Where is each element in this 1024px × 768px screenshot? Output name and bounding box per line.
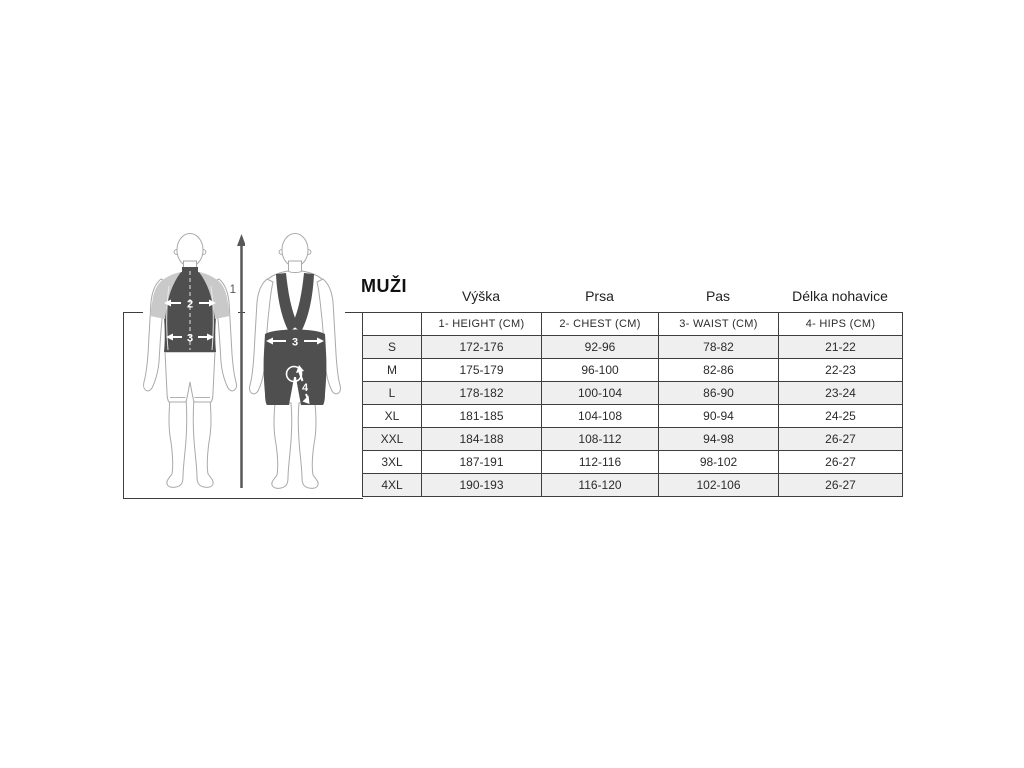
height-label: 1: [229, 284, 236, 296]
figures-illustration: [115, 222, 365, 502]
size-cell: S: [363, 336, 422, 359]
value-cell: 82-86: [659, 359, 779, 382]
page-title: MUŽI: [361, 276, 407, 296]
value-cell: 24-25: [779, 405, 903, 428]
neck: [289, 261, 302, 273]
size-cell: L: [363, 382, 422, 405]
value-cell: 181-185: [422, 405, 542, 428]
column-header-waist: Pas: [705, 288, 731, 304]
value-cell: 116-120: [542, 474, 659, 497]
leg-length-label: 4: [301, 382, 309, 394]
table-row: [363, 428, 903, 451]
value-cell: 21-22: [779, 336, 903, 359]
value-cell: 104-108: [542, 405, 659, 428]
column-header-chest: Prsa: [585, 288, 614, 304]
value-cell: 26-27: [779, 451, 903, 474]
value-cell: 102-106: [659, 474, 779, 497]
value-cell: 187-191: [422, 451, 542, 474]
shorts-waist-label: 3: [291, 336, 299, 349]
value-cell: 78-82: [659, 336, 779, 359]
size-cell: XXL: [363, 428, 422, 451]
value-cell: 94-98: [659, 428, 779, 451]
value-cell: 92-96: [542, 336, 659, 359]
table-row: [363, 336, 903, 359]
value-cell: 86-90: [659, 382, 779, 405]
value-cell: 90-94: [659, 405, 779, 428]
value-cell: 184-188: [422, 428, 542, 451]
value-cell: 172-176: [422, 336, 542, 359]
size-cell: M: [363, 359, 422, 382]
table-row: [363, 382, 903, 405]
size-cell: 3XL: [363, 451, 422, 474]
value-cell: 26-27: [779, 474, 903, 497]
value-cell: 190-193: [422, 474, 542, 497]
column-header-height: Výška: [461, 288, 501, 304]
bib-shorts-figure: [245, 228, 345, 488]
value-cell: 178-182: [422, 382, 542, 405]
value-cell: 112-116: [542, 451, 659, 474]
table-row: [363, 405, 903, 428]
jersey-waist-label: 3: [186, 332, 194, 345]
subheader-hips: 4- HIPS (CM): [779, 313, 903, 336]
arrow-up-icon: [237, 234, 246, 246]
table-row: [363, 359, 903, 382]
subheader-chest: 2- CHEST (CM): [542, 313, 659, 336]
value-cell: 175-179: [422, 359, 542, 382]
column-header-leg: Délka nohavice: [792, 288, 888, 304]
value-cell: 96-100: [542, 359, 659, 382]
value-cell: 98-102: [659, 451, 779, 474]
value-cell: 23-24: [779, 382, 903, 405]
value-cell: 26-27: [779, 428, 903, 451]
table-subheader-row: [363, 313, 903, 336]
size-table: [362, 312, 903, 497]
subheader-waist: 3- WAIST (CM): [659, 313, 779, 336]
jersey-figure: [143, 228, 238, 488]
table-row: [363, 451, 903, 474]
size-cell: XL: [363, 405, 422, 428]
value-cell: 100-104: [542, 382, 659, 405]
value-cell: 108-112: [542, 428, 659, 451]
size-cell: 4XL: [363, 474, 422, 497]
chest-label: 2: [186, 298, 194, 311]
corner-cell: [363, 313, 422, 336]
value-cell: 22-23: [779, 359, 903, 382]
table-row: [363, 474, 903, 497]
subheader-height: 1- HEIGHT (CM): [422, 313, 542, 336]
